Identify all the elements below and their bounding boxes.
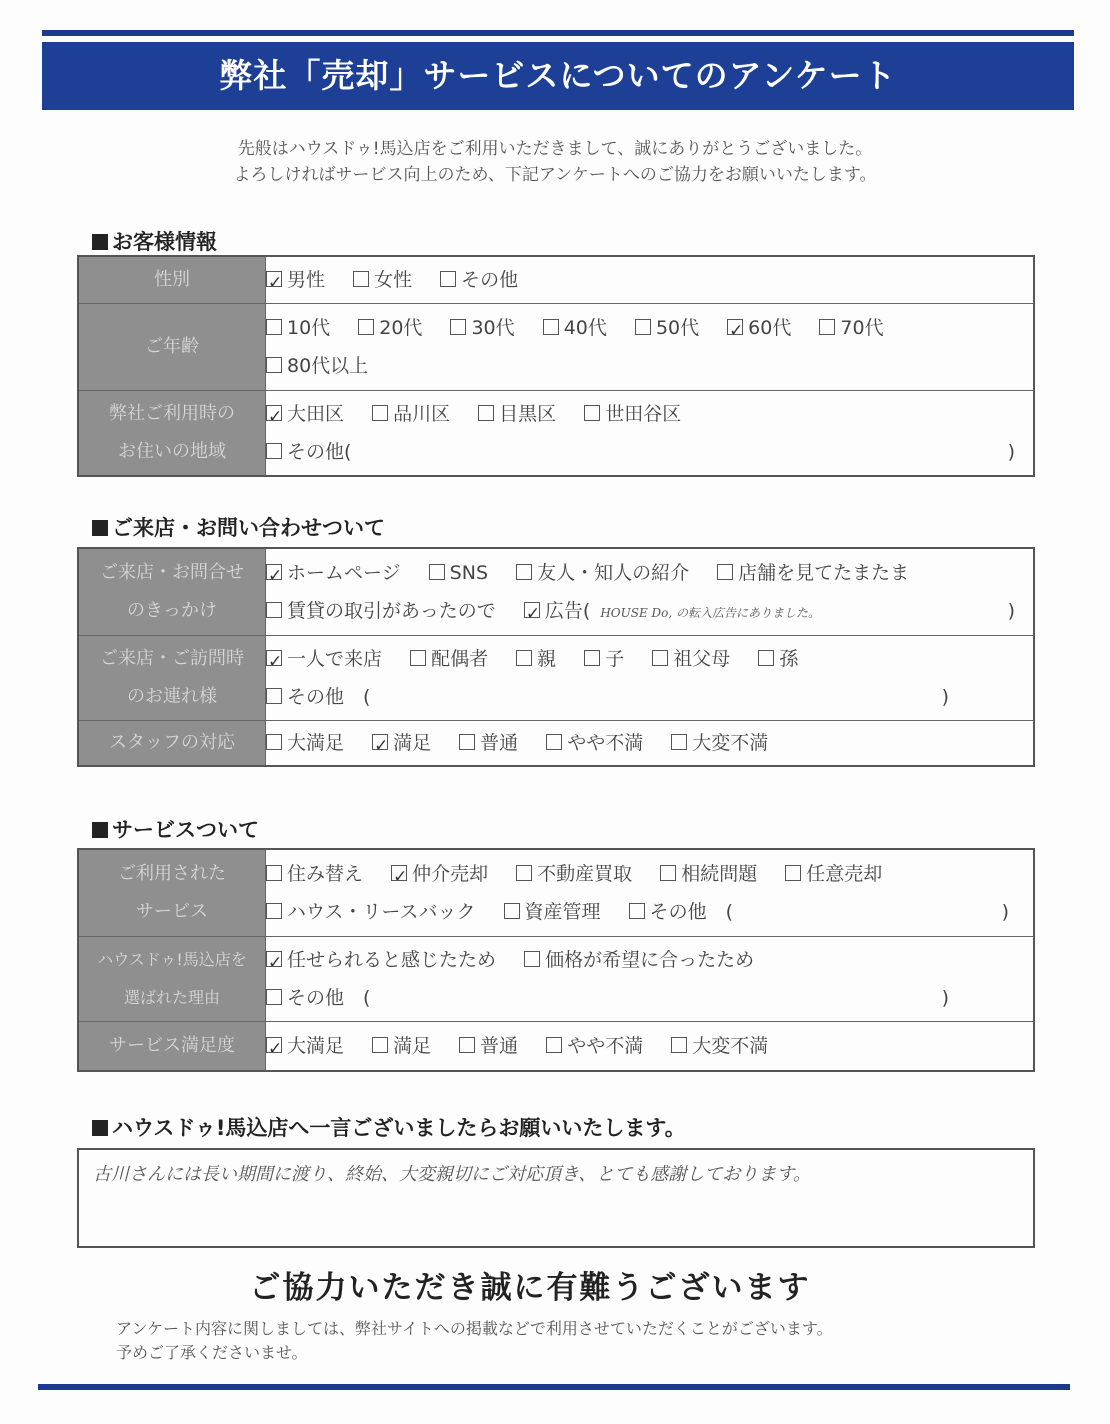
option-label: 一人で来店 xyxy=(287,648,383,670)
close-paren: ) xyxy=(1007,600,1015,622)
companion-option-child[interactable] xyxy=(584,640,624,678)
bullet-square-icon xyxy=(92,822,108,838)
checkbox-icon[interactable] xyxy=(266,989,282,1005)
companion-label xyxy=(78,636,266,721)
option-label: その他 ( xyxy=(649,901,734,923)
checkbox-icon[interactable] xyxy=(504,903,520,919)
checkbox-icon[interactable] xyxy=(629,903,645,919)
option-label: ホームページ xyxy=(287,562,401,584)
service-option-other[interactable] xyxy=(629,893,733,931)
checkbox-icon[interactable] xyxy=(584,650,600,666)
age-option-80s-plus[interactable] xyxy=(266,347,368,385)
service-option-leaseback[interactable] xyxy=(266,893,475,931)
checkbox-icon[interactable] xyxy=(372,405,388,421)
checkbox-icon[interactable] xyxy=(266,319,282,335)
option-label: 子 xyxy=(605,648,625,670)
section-comment-title: ハウスドゥ!馬込店へ一言ございましたらお願いいたします。 xyxy=(112,1116,686,1140)
area-option-ota[interactable] xyxy=(266,395,344,433)
option-label: 配偶者 xyxy=(431,648,489,670)
area-label xyxy=(78,391,266,477)
thanks-message: ご協力いただき誠に有難うございます xyxy=(249,1270,811,1306)
reason-option-trust[interactable] xyxy=(266,941,496,979)
trigger-ad-handwritten-note: HOUSE Do, の転入広告にありました。 xyxy=(600,606,821,620)
checkbox-icon[interactable] xyxy=(671,1037,687,1053)
option-label: 仲介売却 xyxy=(412,863,489,885)
option-label: 大変不満 xyxy=(692,1035,769,1057)
comment-box[interactable] xyxy=(77,1148,1035,1248)
option-label: 大変不満 xyxy=(692,732,769,754)
option-label: 20代 xyxy=(379,317,423,339)
option-label: 70代 xyxy=(840,317,884,339)
gender-option-other[interactable] xyxy=(440,261,518,299)
trigger-option-sns[interactable] xyxy=(429,554,488,592)
option-label: 80代以上 xyxy=(287,355,369,377)
option-label: 40代 xyxy=(563,317,607,339)
section-service-heading xyxy=(92,814,259,844)
age-option-20s[interactable] xyxy=(358,309,422,347)
area-row xyxy=(78,391,1034,477)
option-label: その他 ( xyxy=(287,987,371,1009)
gender-label: 性別 xyxy=(78,256,266,304)
section-customer-title: お客様情報 xyxy=(112,230,217,254)
checkbox-icon[interactable] xyxy=(758,650,774,666)
option-label: 満足 xyxy=(393,1035,432,1057)
reason-option-other[interactable] xyxy=(266,979,370,1017)
gender-row xyxy=(78,256,1034,304)
close-paren: ) xyxy=(1001,901,1009,923)
checkbox-icon[interactable] xyxy=(372,1037,388,1053)
age-option-10s[interactable] xyxy=(266,309,330,347)
option-label: 品川区 xyxy=(393,403,451,425)
section-comment-heading xyxy=(92,1112,686,1142)
checkbox-icon[interactable] xyxy=(584,405,600,421)
area-options xyxy=(266,391,1035,477)
option-label: 孫 xyxy=(779,648,799,670)
companion-row xyxy=(78,636,1034,721)
gender-option-male[interactable] xyxy=(266,261,325,299)
age-option-30s[interactable] xyxy=(450,309,514,347)
area-label-line-2: お住いの地域 xyxy=(118,441,226,462)
checkbox-icon[interactable] xyxy=(546,1037,562,1053)
reason-option-price[interactable] xyxy=(524,941,754,979)
trigger-options xyxy=(266,548,1035,636)
option-label: 大満足 xyxy=(287,732,345,754)
checkbox-icon[interactable] xyxy=(358,319,374,335)
option-label: 目黒区 xyxy=(499,403,557,425)
age-option-70s[interactable] xyxy=(819,309,883,347)
satisfaction-row xyxy=(78,1022,1034,1072)
service-option-inheritance[interactable] xyxy=(660,855,757,893)
reason-row xyxy=(78,937,1034,1022)
option-label: 世田谷区 xyxy=(605,403,682,425)
trigger-option-ad[interactable] xyxy=(524,592,590,630)
companion-option-parent[interactable] xyxy=(516,640,556,678)
option-label: 大満足 xyxy=(287,1035,345,1057)
checkbox-checked-icon[interactable] xyxy=(266,951,282,967)
staff-option-satisfied[interactable] xyxy=(372,724,431,762)
trigger-option-walk-by[interactable] xyxy=(717,554,909,592)
checkbox-icon[interactable] xyxy=(440,271,456,287)
companion-option-spouse[interactable] xyxy=(410,640,488,678)
trigger-label xyxy=(78,548,266,636)
visit-table xyxy=(77,547,1035,767)
option-label: 住み替え xyxy=(287,863,364,885)
checkbox-icon[interactable] xyxy=(266,443,282,459)
service-option-voluntary-sale[interactable] xyxy=(785,855,882,893)
option-label: 広告( xyxy=(544,600,591,622)
option-label: やや不満 xyxy=(567,732,644,754)
checkbox-checked-icon[interactable] xyxy=(727,319,743,335)
option-label: 資産管理 xyxy=(524,901,601,923)
companion-label-line-1: ご来店・ご訪問時 xyxy=(100,648,244,669)
checkbox-icon[interactable] xyxy=(450,319,466,335)
option-label: SNS xyxy=(449,562,489,584)
checkbox-icon[interactable] xyxy=(459,1037,475,1053)
option-label: 任せられると感じたため xyxy=(287,949,497,971)
area-label-line-1: 弊社ご利用時の xyxy=(109,403,235,424)
reason-label-line-1: ハウスドゥ!馬込店を xyxy=(97,950,247,969)
option-label: 10代 xyxy=(287,317,331,339)
footer-line-2: 予めご了承くださいませ。 xyxy=(116,1343,308,1362)
close-paren: ) xyxy=(1007,441,1015,463)
option-label: 友人・知人の紹介 xyxy=(537,562,690,584)
option-label: 50代 xyxy=(655,317,700,339)
checkbox-checked-icon[interactable] xyxy=(372,734,388,750)
used-service-options xyxy=(266,849,1035,937)
checkbox-checked-icon[interactable] xyxy=(266,564,282,580)
checkbox-icon[interactable] xyxy=(543,319,559,335)
intro-line-2: よろしければサービス向上のため、下記アンケートへのご協力をお願いいたします。 xyxy=(233,165,877,185)
satisfaction-option-very-satisfied[interactable] xyxy=(266,1027,344,1065)
used-service-label xyxy=(78,849,266,937)
satisfaction-option-slightly-dissatisfied[interactable] xyxy=(546,1027,643,1065)
satisfaction-option-normal[interactable] xyxy=(459,1027,518,1065)
checkbox-icon[interactable] xyxy=(410,650,426,666)
staff-label: スタッフの対応 xyxy=(78,721,266,767)
checkbox-icon[interactable] xyxy=(652,650,668,666)
checkbox-icon[interactable] xyxy=(516,865,532,881)
service-option-brokerage[interactable] xyxy=(391,855,488,893)
area-option-meguro[interactable] xyxy=(478,395,556,433)
checkbox-checked-icon[interactable] xyxy=(266,271,282,287)
checkbox-icon[interactable] xyxy=(266,903,282,919)
bullet-square-icon xyxy=(92,520,108,536)
checkbox-checked-icon[interactable] xyxy=(266,650,282,666)
section-service-title: サービスついて xyxy=(112,818,259,842)
option-label: 普通 xyxy=(480,1035,519,1057)
companion-option-grandchild[interactable] xyxy=(758,640,798,678)
survey-title: 弊社「売却」サービスについてのアンケート xyxy=(42,42,1074,110)
age-option-40s[interactable] xyxy=(543,309,607,347)
option-label: 相続問題 xyxy=(681,863,758,885)
option-label: その他 xyxy=(461,269,519,291)
satisfaction-option-satisfied[interactable] xyxy=(372,1027,431,1065)
age-option-50s[interactable] xyxy=(635,309,699,347)
reason-label-line-2: 選ばれた理由 xyxy=(123,988,220,1007)
option-label: 店舗を見てたまたま xyxy=(738,562,910,584)
checkbox-icon[interactable] xyxy=(524,951,540,967)
trigger-label-line-2: のきっかけ xyxy=(127,600,217,621)
used-service-label-line-1: ご利用された xyxy=(118,863,226,884)
option-label: 60代 xyxy=(748,317,792,339)
checkbox-icon[interactable] xyxy=(671,734,687,750)
top-rule xyxy=(42,30,1074,36)
checkbox-icon[interactable] xyxy=(266,357,282,373)
checkbox-icon[interactable] xyxy=(459,734,475,750)
checkbox-icon[interactable] xyxy=(266,602,282,618)
option-label: 普通 xyxy=(480,732,519,754)
service-option-relocation[interactable] xyxy=(266,855,363,893)
option-label: その他 ( xyxy=(287,686,371,708)
checkbox-checked-icon[interactable] xyxy=(524,602,540,618)
used-service-row xyxy=(78,849,1034,937)
area-option-setagaya[interactable] xyxy=(584,395,681,433)
option-label: 賃貸の取引があったので xyxy=(287,600,496,622)
option-label: 男性 xyxy=(287,269,326,291)
trigger-option-rental[interactable] xyxy=(266,592,496,630)
intro-line-1: 先般はハウスドゥ!馬込店をご利用いただきまして、誠にありがとうございました。 xyxy=(237,139,873,159)
section-visit-title: ご来店・お問い合わせついて xyxy=(112,516,385,540)
checkbox-checked-icon[interactable] xyxy=(266,405,282,421)
customer-table xyxy=(77,255,1035,477)
service-table xyxy=(77,848,1035,1072)
option-label: 任意売却 xyxy=(806,863,883,885)
age-options xyxy=(266,304,1035,391)
reason-options xyxy=(266,937,1035,1022)
section-visit-heading xyxy=(92,512,385,542)
staff-option-normal[interactable] xyxy=(459,724,518,762)
option-label: ハウス・リースバック xyxy=(287,901,476,923)
companion-option-other[interactable] xyxy=(266,678,370,716)
reason-label xyxy=(78,937,266,1022)
satisfaction-options xyxy=(266,1022,1035,1072)
trigger-option-referral[interactable] xyxy=(516,554,689,592)
checkbox-icon[interactable] xyxy=(717,564,733,580)
staff-row xyxy=(78,721,1034,767)
option-label: その他( xyxy=(287,441,352,463)
checkbox-checked-icon[interactable] xyxy=(266,1037,282,1053)
checkbox-icon[interactable] xyxy=(516,564,532,580)
comment-handwritten-text: 古川さんには長い期間に渡り、終始、大変親切にご対応頂き、とても感謝しております。 xyxy=(93,1164,811,1185)
checkbox-icon[interactable] xyxy=(266,734,282,750)
companion-option-grandparent[interactable] xyxy=(652,640,730,678)
area-option-shinagawa[interactable] xyxy=(372,395,450,433)
close-paren: ) xyxy=(941,987,949,1009)
gender-options xyxy=(266,256,1035,304)
option-label: 女性 xyxy=(374,269,413,291)
checkbox-icon[interactable] xyxy=(546,734,562,750)
companion-option-alone[interactable] xyxy=(266,640,382,678)
staff-option-slightly-dissatisfied[interactable] xyxy=(546,724,643,762)
area-option-other[interactable] xyxy=(266,433,351,471)
used-service-label-line-2: サービス xyxy=(136,901,208,922)
option-label: やや不満 xyxy=(567,1035,644,1057)
checkbox-icon[interactable] xyxy=(353,271,369,287)
checkbox-icon[interactable] xyxy=(635,319,651,335)
service-option-buyout[interactable] xyxy=(516,855,632,893)
footer-line-1: アンケート内容に関しましては、弊社サイトへの掲載などで利用させていただくことがございます。 xyxy=(116,1319,833,1338)
trigger-option-homepage[interactable] xyxy=(266,554,401,592)
checkbox-icon[interactable] xyxy=(478,405,494,421)
age-option-60s[interactable] xyxy=(727,309,791,347)
option-label: 30代 xyxy=(471,317,515,339)
bullet-square-icon xyxy=(92,234,108,250)
checkbox-icon[interactable] xyxy=(429,564,445,580)
companion-options xyxy=(266,636,1035,721)
section-customer-heading xyxy=(92,226,217,256)
checkbox-icon[interactable] xyxy=(819,319,835,335)
close-paren: ) xyxy=(941,686,949,708)
checkbox-icon[interactable] xyxy=(785,865,801,881)
staff-option-very-dissatisfied[interactable] xyxy=(671,724,768,762)
checkbox-icon[interactable] xyxy=(516,650,532,666)
option-label: 親 xyxy=(537,648,557,670)
bottom-rule xyxy=(38,1384,1070,1390)
gender-option-female[interactable] xyxy=(353,261,412,299)
checkbox-icon[interactable] xyxy=(660,865,676,881)
option-label: 価格が希望に合ったため xyxy=(545,949,755,971)
bullet-square-icon xyxy=(92,1120,108,1136)
checkbox-icon[interactable] xyxy=(266,688,282,704)
option-label: 満足 xyxy=(393,732,432,754)
checkbox-icon[interactable] xyxy=(266,865,282,881)
staff-options xyxy=(266,721,1035,767)
age-row xyxy=(78,304,1034,391)
staff-option-very-satisfied[interactable] xyxy=(266,724,344,762)
satisfaction-option-very-dissatisfied[interactable] xyxy=(671,1027,768,1065)
trigger-label-line-1: ご来店・お問合せ xyxy=(100,562,244,583)
option-label: 不動産買取 xyxy=(537,863,633,885)
companion-label-line-2: のお連れ様 xyxy=(127,686,217,707)
satisfaction-label: サービス満足度 xyxy=(78,1022,266,1072)
option-label: 祖父母 xyxy=(673,648,731,670)
checkbox-checked-icon[interactable] xyxy=(391,865,407,881)
age-label: ご年齢 xyxy=(78,304,266,391)
service-option-asset-management[interactable] xyxy=(504,893,601,931)
option-label: 大田区 xyxy=(287,403,345,425)
trigger-row xyxy=(78,548,1034,636)
